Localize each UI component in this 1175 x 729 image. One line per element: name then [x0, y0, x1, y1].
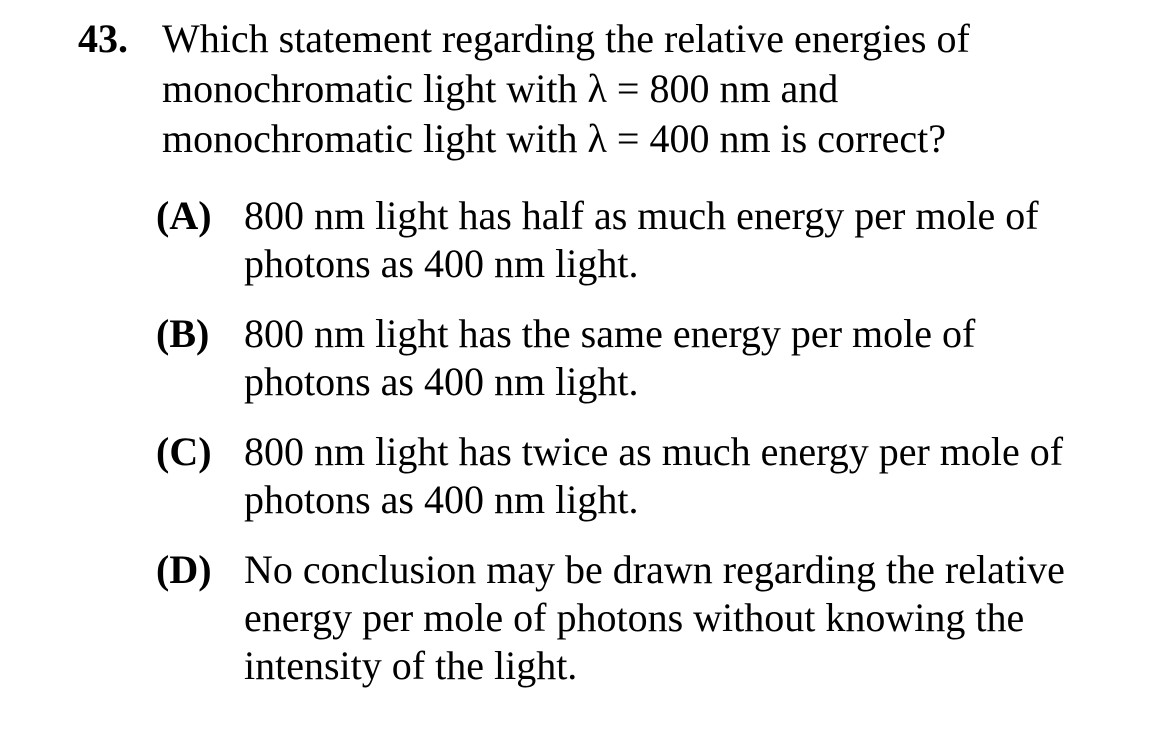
option-a[interactable] — [156, 192, 1138, 288]
option-text-line: 800 nm light has half as much energy per mole of — [244, 193, 1039, 238]
option-text-line: photons as 400 nm light. — [244, 241, 639, 286]
option-text — [244, 546, 1065, 690]
option-text-line: photons as 400 nm light. — [244, 477, 639, 522]
question-header — [78, 14, 1138, 164]
question-number: 43. — [78, 16, 128, 61]
option-text-line: intensity of the light. — [244, 643, 578, 688]
option-letter: (C) — [156, 429, 212, 474]
option-letter: (B) — [156, 311, 210, 356]
question-stem-line: monochromatic light with λ = 800 nm and — [162, 66, 839, 111]
option-letter: (D) — [156, 547, 212, 592]
option-text — [244, 310, 975, 406]
question-stem-line: Which statement regarding the relative energies of — [162, 16, 970, 61]
question-block — [78, 14, 1138, 712]
option-text-line: 800 nm light has the same energy per mole of — [244, 311, 976, 356]
option-b[interactable] — [156, 310, 1138, 406]
option-text-line: 800 nm light has twice as much energy per mole of — [244, 429, 1064, 474]
question-stem — [162, 14, 970, 164]
answer-options — [156, 192, 1138, 690]
option-text-line: No conclusion may be drawn regarding the relative — [244, 547, 1065, 592]
option-d[interactable] — [156, 546, 1138, 690]
option-text-line: photons as 400 nm light. — [244, 359, 639, 404]
option-c[interactable] — [156, 428, 1138, 524]
option-text-line: energy per mole of photons without knowing the — [244, 595, 1025, 640]
option-text — [244, 428, 1063, 524]
option-letter: (A) — [156, 193, 212, 238]
option-text — [244, 192, 1039, 288]
question-stem-line: monochromatic light with λ = 400 nm is correct? — [162, 116, 947, 161]
